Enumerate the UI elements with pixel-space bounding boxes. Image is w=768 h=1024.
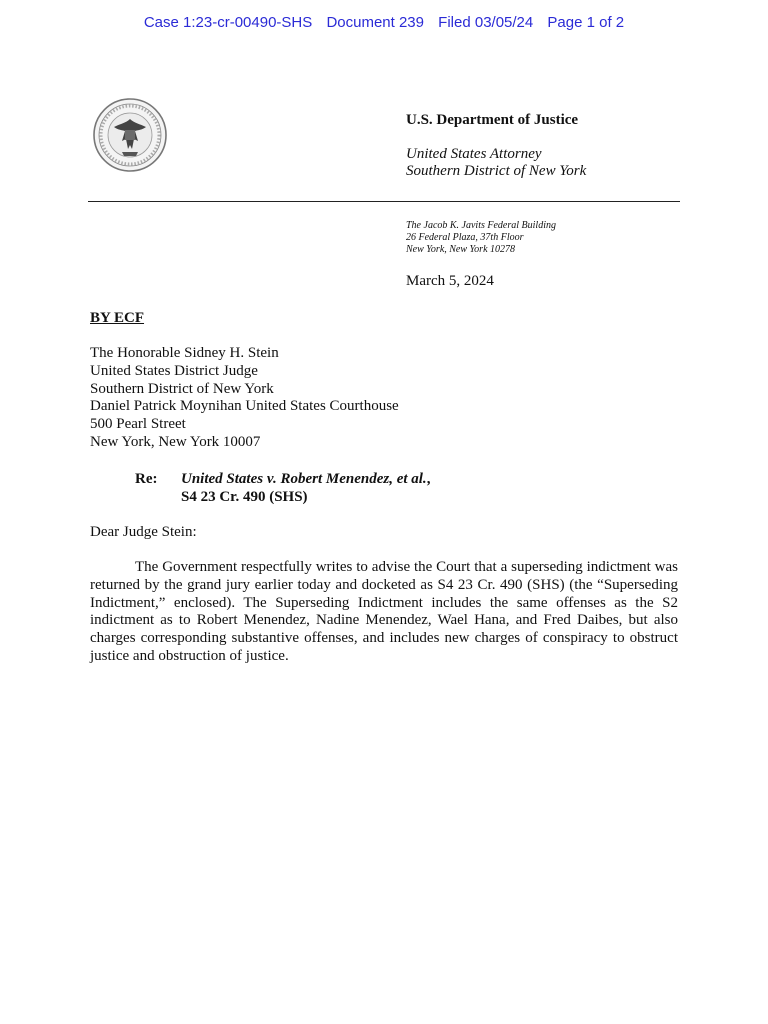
delivery-method: BY ECF <box>90 310 145 326</box>
case-name: United States v. Robert Menendez, et al. <box>181 471 427 487</box>
re-label: Re: <box>135 471 158 487</box>
ecf-filing-header <box>0 14 768 31</box>
case-number: Case 1:23-cr-00490-SHS <box>143 14 313 31</box>
office-line: United States Attorney <box>406 146 542 162</box>
letterhead-divider <box>88 201 680 202</box>
case-caption <box>181 470 430 506</box>
salutation: Dear Judge Stein: <box>90 524 197 540</box>
office-address <box>406 220 556 256</box>
body-paragraph: The Government respectfully writes to advise the Court that a superseding indictment was returned by the grand jury earlier today and docketed as S4 23 Cr. 490 (SHS) (the “Superseding Indictment,” enclosed). The Superseding Indictment includes the same offenses as the S2 indictment as to Robert Menendez, Nadine Menendez, Wael Hana, and Fred Daibes, but also charges corresponding substantive offenses, and includes new charges of conspiracy to obstruct justice and obstruction of justice. <box>90 559 678 664</box>
document-number: Document 239 <box>326 14 424 31</box>
addressee-block <box>90 345 399 452</box>
letterhead <box>406 110 686 180</box>
addressee-line: Southern District of New York <box>90 380 274 397</box>
page-number: Page 1 of 2 <box>547 14 625 31</box>
address-line: The Jacob K. Javits Federal Building <box>406 220 556 231</box>
letter-date: March 5, 2024 <box>406 273 494 289</box>
addressee-line: 500 Pearl Street <box>90 416 186 433</box>
office-line: Southern District of New York <box>406 163 587 179</box>
addressee-line: New York, New York 10007 <box>90 433 261 450</box>
docket-number: S4 23 Cr. 490 (SHS) <box>181 489 308 505</box>
case-name-suffix: , <box>426 471 431 487</box>
department-name: U.S. Department of Justice <box>406 112 579 128</box>
address-line: New York, New York 10278 <box>406 244 516 255</box>
office-title <box>406 146 686 180</box>
doj-seal-icon <box>92 97 168 173</box>
address-line: 26 Federal Plaza, 37th Floor <box>406 232 524 243</box>
filed-date: Filed 03/05/24 <box>438 14 534 31</box>
addressee-line: Daniel Patrick Moynihan United States Courthouse <box>90 398 399 415</box>
addressee-line: The Honorable Sidney H. Stein <box>90 345 279 361</box>
addressee-line: United States District Judge <box>90 362 258 379</box>
